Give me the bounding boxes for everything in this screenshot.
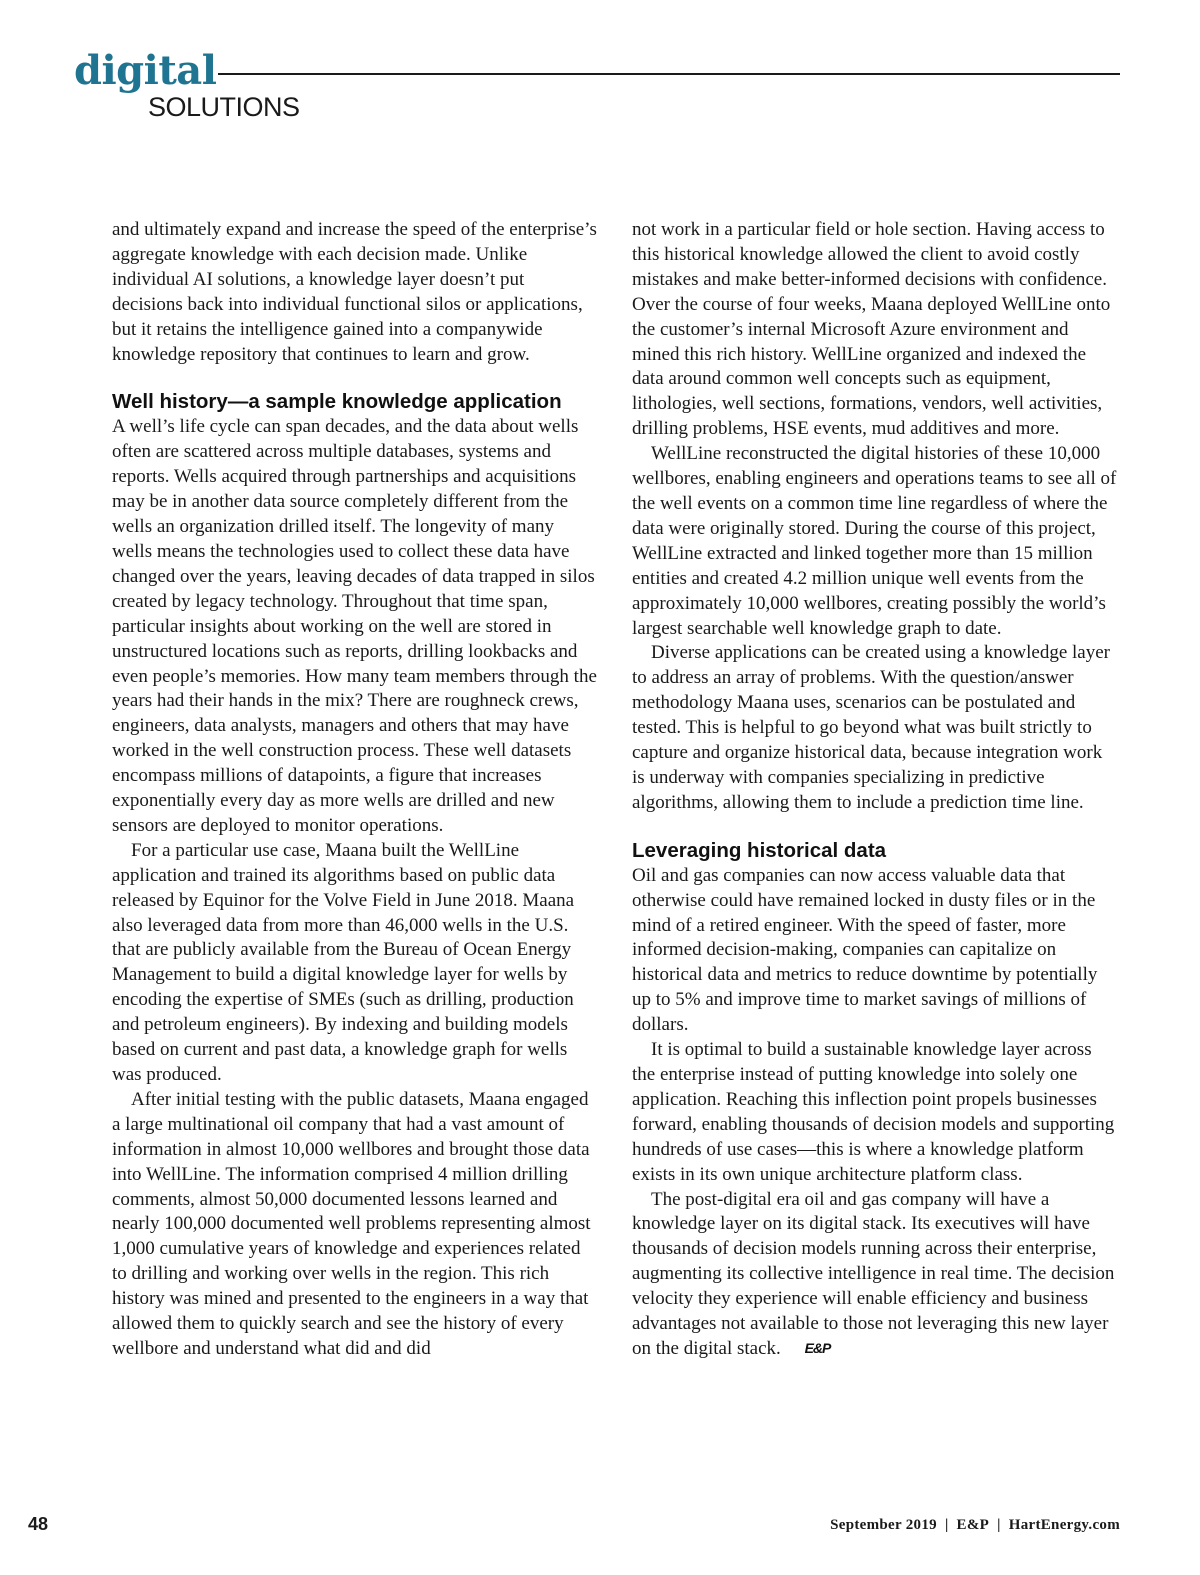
section-gap <box>632 816 1118 838</box>
footer-website: HartEnergy.com <box>1008 1517 1120 1533</box>
closing-text: The post-digital era oil and gas company will have a knowledge layer on its digital stack. Its executives will have thousands of decision models running across their enterprise, augmenting its collective intelligence in real time. The decision velocity they experience will enable efficiency and business advantages not available to those not leveraging this new layer on the digital stack. <box>632 1188 1115 1359</box>
footer-separator: | <box>997 1517 1001 1533</box>
section-gap <box>112 367 598 389</box>
page-header <box>0 0 1200 130</box>
paragraph-post-digital <box>632 1188 1118 1362</box>
end-mark-logo: E&P <box>804 1339 831 1356</box>
page-number: 48 <box>28 1514 49 1534</box>
left-column <box>112 218 598 1362</box>
paragraph-diverse-applications: Diverse applications can be created using a knowledge layer to address an array of problems. With the question/answer methodology Maana uses, scenarios can be postulated and tested. This is helpful to go beyond what was built strictly to capture and organize historical data, because integration work is underway with companies specializing in predictive algorithms, allowing them to include a prediction time line. <box>632 642 1110 813</box>
paragraph-use-case: For a particular use case, Maana built the WellLine application and trained its algorithms based on public data released by Equinor for the Volve Field in June 2018. Maana also leveraged data from more than 46,000 wells in the U.S. that are publicly available from the Bureau of Ocean Energy Management to build a digital knowledge layer for wells by encoding the expertise of SMEs (such as drilling, production and petroleum engineers). By indexing and building models based on current and past data, a knowledge graph for wells was produced. <box>112 839 575 1085</box>
footer-separator: | <box>944 1517 949 1533</box>
paragraph-well-life-cycle: A well’s life cycle can span decades, and the data about wells often are scattered across multiple databases, systems and reports. Wells acquired through partnerships and acquisitions may be in another data source completely different from the wells an organization drilled itself. The longevity of many wells means the technologies used to collect these data have changed over the years, leaving decades of data trapped in silos created by legacy technology. Throughout that time span, particular insights about working on the well are stored in unstructured locations such as reports, drilling lookbacks and even people’s memories. How many team members through the years had their hands in the mix? There are roughneck crews, engineers, data analysts, managers and others that may have worked in the well construction process. These well datasets encompass millions of datapoints, a figure that increases exponentially every day as more wells are drilled and new sensors are deployed to monitor operations. <box>112 416 597 836</box>
paragraph-initial-testing: After initial testing with the public datasets, Maana engaged a large multinational oil company that had a vast amount of information in almost 10,000 wellbores and brought those data into WellLine. The information comprised 4 million drilling comments, almost 50,000 documented lessons learned and nearly 100,000 documented well problems representing almost 1,000 cumulative years of knowledge and experiences related to drilling and working over wells in the region. This rich history was mined and presented to the engineers in a way that allowed them to quickly search and see the history of every wellbore and understand what did and did <box>112 1088 591 1359</box>
paragraph-sustainable-layer: It is optimal to build a sustainable knowledge layer across the enterprise instead of putting knowledge into solely one application. Reaching this inflection point propels businesses forward, enabling thousands of decision models and supporting hundreds of use cases—this is where a knowledge platform exists in its own unique architecture platform class. <box>632 1039 1115 1185</box>
paragraph-oil-gas-access: Oil and gas companies can now access valuable data that otherwise could have remained locked in dusty files or in the mind of a retired engineer. With the speed of faster, more informed decision-making, companies can capitalize on historical data and metrics to reduce downtime by potentially up to 5% and improve time to market savings of millions of dollars. <box>632 864 1098 1036</box>
footer-credit <box>830 1515 1120 1535</box>
section-title: digital <box>74 47 217 94</box>
right-column <box>632 218 1118 1362</box>
heading-leveraging-data: Leveraging historical data <box>632 838 887 862</box>
heading-well-history: Well history—a sample knowledge application <box>112 390 562 414</box>
paragraph-continued: not work in a particular field or hole section. Having access to this historical knowledge allowed the client to avoid costly mistakes and make better-informed decisions with confidence. Over the course of four weeks, Maana deployed WellLine onto the customer’s internal Microsoft Azure environment and mined this rich history. WellLine organized and indexed the data around common well concepts such as equipment, lithologies, well sections, formations, vendors, well activities, drilling problems, HSE events, mud additives and more. <box>632 219 1111 440</box>
section-subtitle: SOLUTIONS <box>148 92 300 122</box>
header-rule <box>218 73 1120 75</box>
paragraph-wellline-reconstructed: WellLine reconstructed the digital histories of these 10,000 wellbores, enabling engineers and operations teams to see all of the well events on a common time line regardless of where the data were originally stored. During the course of this project, WellLine extracted and linked together more than 15 million entities and created 4.2 million unique well events from the approximately 10,000 wellbores, creating possibly the world’s largest searchable well knowledge graph to date. <box>632 443 1117 639</box>
footer-date: September 2019 <box>830 1517 937 1533</box>
paragraph-intro: and ultimately expand and increase the speed of the enterprise’s aggregate knowledge with each decision made. Unlike individual AI solutions, a knowledge layer doesn’t put decisions back into individual functional silos or applications, but it retains the intelligence gained into a companywide knowledge repository that continues to learn and grow. <box>112 219 597 365</box>
footer-magazine: E&P <box>956 1517 990 1533</box>
